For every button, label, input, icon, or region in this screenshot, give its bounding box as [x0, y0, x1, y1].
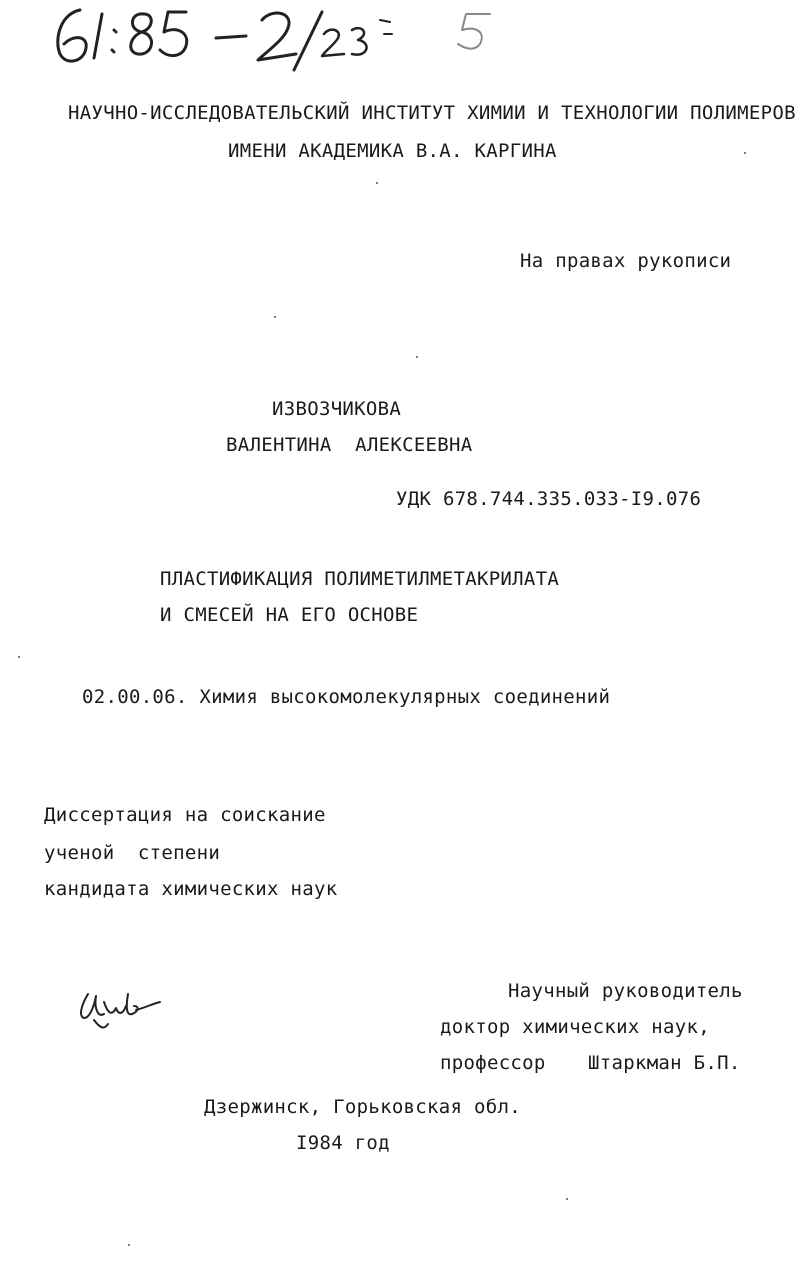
supervisor-line-1: Научный руководитель	[508, 980, 743, 1002]
degree-line-2: ученой степени	[44, 842, 221, 864]
supervisor-line-3-name: Штаркман Б.П.	[588, 1052, 741, 1074]
author-given-names: ВАЛЕНТИНА АЛЕКСЕЕВНА	[226, 434, 473, 456]
institute-line-1: НАУЧНО-ИССЛЕДОВАТЕЛЬСКИЙ ИНСТИТУТ ХИМИИ И ТЕХНОЛОГИИ ПОЛИМЕРОВ	[68, 102, 796, 124]
archive-mark-handwriting	[40, 0, 540, 80]
scan-speck	[274, 316, 276, 318]
udc-code: УДК 678.744.335.033-I9.076	[396, 488, 702, 510]
place: Дзержинск, Горьковская обл.	[204, 1096, 521, 1118]
author-surname: ИЗВОЗЧИКОВА	[272, 398, 402, 420]
year: I984 год	[296, 1132, 390, 1154]
author-signature	[74, 984, 174, 1034]
degree-line-3: кандидата химических наук	[44, 878, 338, 900]
scan-speck	[18, 656, 20, 658]
scan-speck	[128, 1244, 130, 1246]
scan-speck	[416, 356, 418, 358]
specialty-code: 02.00.06. Химия высокомолекулярных соединений	[82, 686, 611, 708]
dissertation-title-line-2: И СМЕСЕЙ НА ЕГО ОСНОВЕ	[160, 604, 419, 626]
supervisor-line-3-title: профессор	[440, 1052, 546, 1074]
manuscript-rights: На правах рукописи	[520, 250, 732, 272]
scan-speck	[566, 1198, 568, 1200]
institute-line-2: ИМЕНИ АКАДЕМИКА В.А. КАРГИНА	[228, 140, 557, 162]
scan-speck	[376, 182, 378, 184]
dissertation-title-line-1: ПЛАСТИФИКАЦИЯ ПОЛИМЕТИЛМЕТАКРИЛАТА	[160, 568, 560, 590]
supervisor-line-2: доктор химических наук,	[440, 1016, 710, 1038]
degree-line-1: Диссертация на соискание	[44, 804, 326, 826]
scan-speck	[744, 152, 746, 154]
